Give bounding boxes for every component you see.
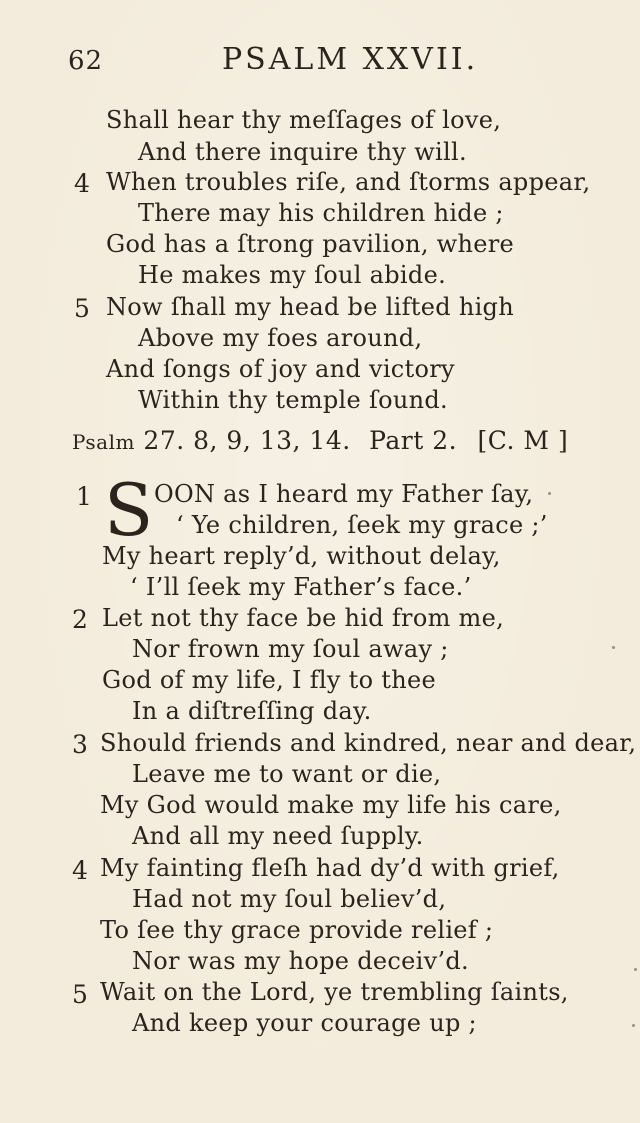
paper-speck	[612, 646, 615, 649]
verse-line: God of my life, I fly to thee	[102, 666, 437, 694]
verse-line: My God would make my life his care,	[100, 791, 562, 819]
verse-line: God has a ſtrong pavilion, where	[106, 230, 515, 258]
verse-line: OON as I heard my Father ſay,	[154, 480, 534, 508]
verse-number: 5	[72, 980, 88, 1009]
verse-line: Wait on the Lord, ye trembling ſaints,	[100, 978, 569, 1006]
verse-line: And keep your courage up ;	[132, 1009, 477, 1037]
verse-number: 3	[72, 730, 88, 759]
verse-line: He makes my ſoul abide.	[138, 261, 447, 289]
verse-number: 1	[76, 482, 92, 511]
verse-line: ‘ I’ll ſeek my Father’s face.’	[130, 573, 472, 601]
verse-line: Now ſhall my head be lifted high	[106, 293, 514, 321]
verse-line: Had not my ſoul believ’d,	[132, 885, 447, 913]
heading-meter: [C. M ]	[477, 426, 569, 455]
verse-line: Let not thy face be hid from me,	[102, 604, 505, 632]
verse-line: My fainting fleſh had dy’d with grief,	[100, 854, 560, 882]
paper-speck	[548, 492, 551, 495]
verse-line: Should friends and kindred, near and dear,	[100, 729, 637, 757]
verse-line: ‘ Ye children, ſeek my grace ;’	[176, 511, 548, 539]
drop-cap: S	[104, 468, 154, 552]
paper-speck	[634, 968, 637, 971]
verse-line: Leave me to want or die,	[132, 760, 442, 788]
verse-line: To ſee thy grace provide relief ;	[100, 916, 494, 944]
verse-line: Above my foes around,	[138, 324, 423, 352]
verse-line: And there inquire thy will.	[138, 138, 467, 166]
page-number: 62	[68, 46, 104, 76]
verse-line: Nor frown my ſoul away ;	[132, 635, 449, 663]
verse-line: Nor was my hope deceiv’d.	[132, 947, 469, 975]
paper-speck	[632, 1024, 635, 1027]
verse-line: There may his children hide ;	[138, 199, 504, 227]
verse-line: Within thy temple ſound.	[138, 386, 448, 414]
verse-line: My heart reply’d, without delay,	[102, 542, 501, 570]
heading-part: Part 2.	[369, 426, 458, 455]
verse-number: 5	[74, 294, 90, 323]
verse-line: Shall hear thy meſſages of love,	[106, 106, 502, 134]
verse-number: 4	[74, 169, 90, 198]
verse-line: And all my need ſupply.	[132, 822, 424, 850]
heading-psalm-word: Psalm	[72, 430, 135, 454]
verse-number: 2	[72, 605, 88, 634]
heading-reference: 27. 8, 9, 13, 14.	[143, 426, 351, 455]
running-title: PSALM XXVII.	[222, 42, 479, 77]
verse-line: And ſongs of joy and victory	[106, 355, 455, 383]
section-heading	[72, 426, 568, 455]
verse-line: In a diſtreſſing day.	[132, 697, 372, 725]
verse-number: 4	[72, 856, 88, 885]
verse-line: When troubles riſe, and ſtorms appear,	[106, 168, 591, 196]
